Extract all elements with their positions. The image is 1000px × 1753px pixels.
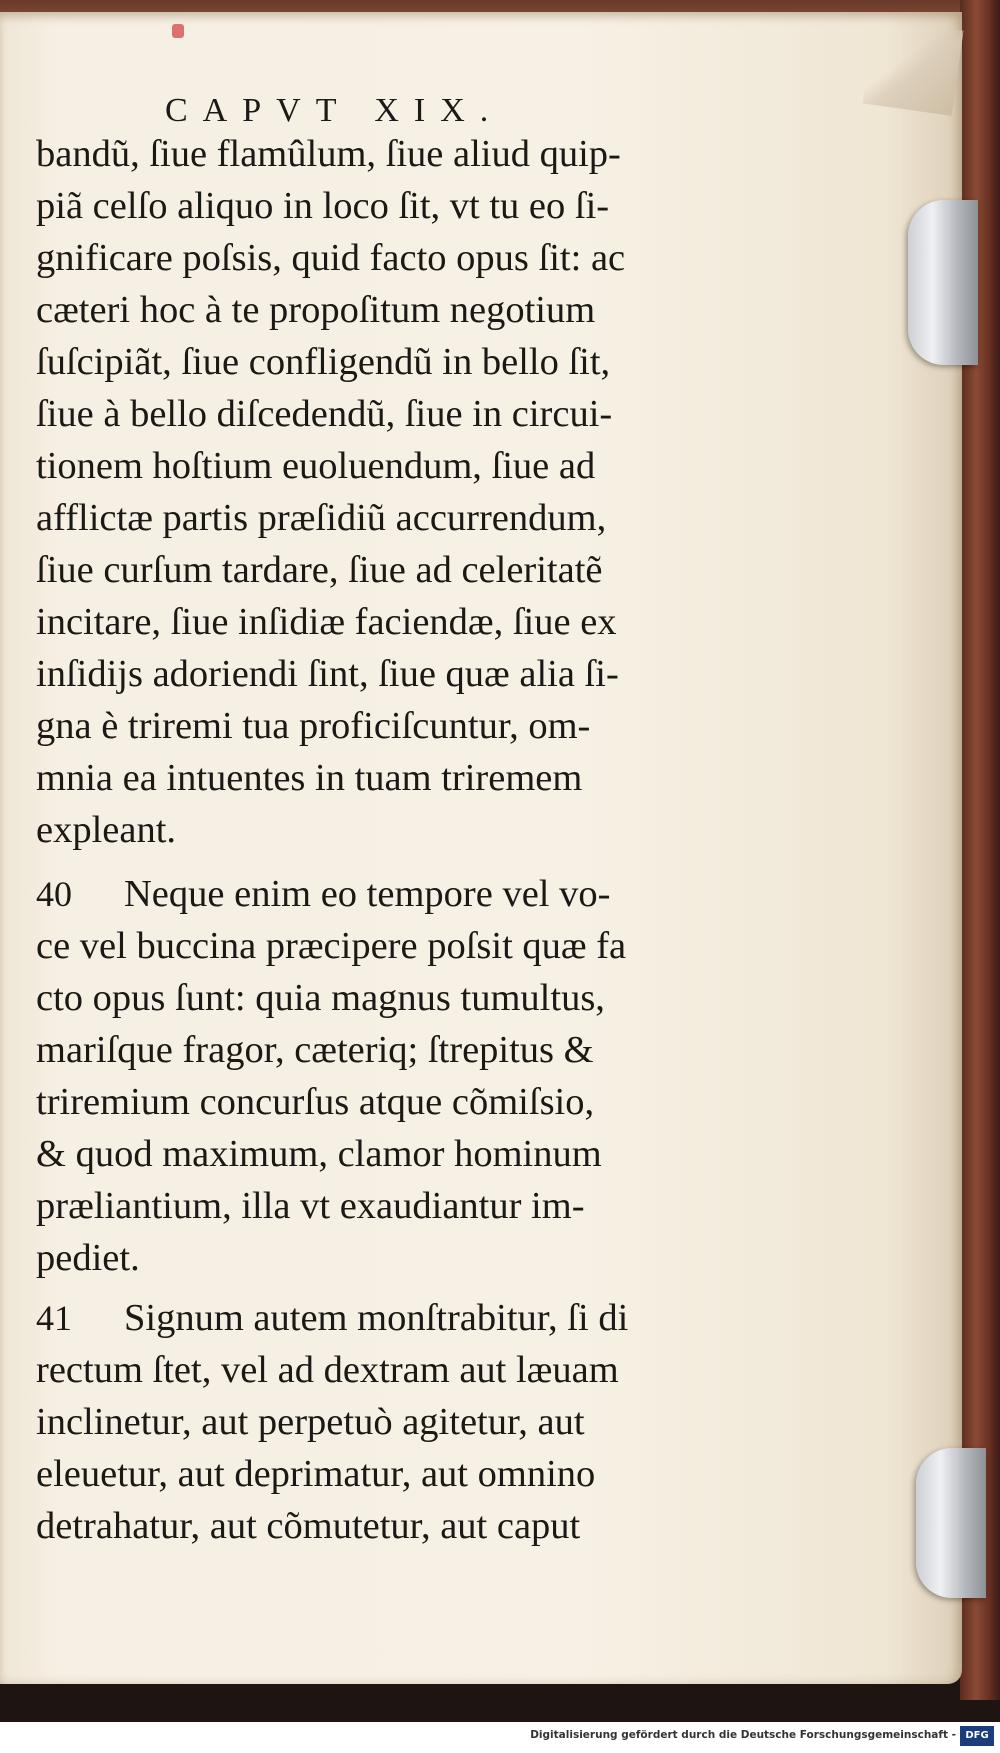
text-span: Signum autem monſtrabitur, ſi di [124,1297,629,1339]
text-line: gna è triremi tua proficiſcuntur, om- [36,705,591,747]
text-line: inclinetur, aut perpetuò agitetur, aut [36,1401,585,1443]
text-line: incitare, ſiue inſidiæ faciendæ, ſiue ex [36,601,617,643]
text-line: ſiue à bello diſcedendũ, ſiue in circui- [36,393,613,435]
dfg-logo: DFG [960,1726,994,1746]
paragraph-41-first-line [36,1292,756,1344]
page-clip-top [908,200,978,365]
text-line: pediet. [36,1237,140,1279]
text-line: ſuſcipiãt, ſiue confligendũ in bello ſit, [36,341,611,383]
text-line: præliantium, illa vt exaudiantur im- [36,1185,585,1227]
paragraph-40-first-line [36,868,756,920]
funding-credit: Digitalisierung gefördert durch die Deutsche Forschungsgemeinschaft - [530,1729,956,1741]
paragraph-number: 40 [36,874,72,914]
text-line: & quod maximum, clamor hominum [36,1133,602,1175]
page-clip-bottom [916,1448,986,1598]
text-line: ſiue curſum tardare, ſiue ad celeritatẽ [36,549,603,591]
text-line: mariſque fragor, cæteriq; ſtrepitus & [36,1029,594,1071]
paragraph-number: 41 [36,1298,72,1338]
text-line: eleuetur, aut deprimatur, aut omnino [36,1453,596,1495]
text-line: inſidijs adoriendi ſint, ſiue quæ alia ſi- [36,653,619,695]
page-fold-corner [862,18,963,116]
text-line: afflictæ partis præſidiũ accurrendum, [36,497,607,539]
text-line: cæteri hoc à te propoſitum negotium [36,289,596,331]
text-line: cto opus ſunt: quia magnus tumultus, [36,977,605,1019]
text-span: Neque enim eo tempore vel vo- [124,873,611,915]
text-line: rectum ſtet, vel ad dextram aut læuam [36,1349,619,1391]
text-line: piã celſo aliquo in loco ſit, vt tu eo ſi- [36,185,610,227]
text-line: expleant. [36,809,177,851]
text-line: ce vel buccina præcipere poſsit quæ fa [36,925,627,967]
red-bleed-mark [172,24,184,38]
text-line: triremium concurſus atque cõmiſsio, [36,1081,595,1123]
digitization-footer [0,1722,1000,1753]
text-line: mnia ea intuentes in tuam triremem [36,757,583,799]
text-line: gnificare poſsis, quid facto opus ſit: ac [36,237,626,279]
text-line: bandũ, ſiue flamûlum, ſiue aliud quip- [36,133,621,175]
page-header: CAPVT XIX. [165,92,504,129]
text-line: detrahatur, aut cõmutetur, aut caput [36,1505,581,1547]
text-line: tionem hoſtium euoluendum, ſiue ad [36,445,596,487]
